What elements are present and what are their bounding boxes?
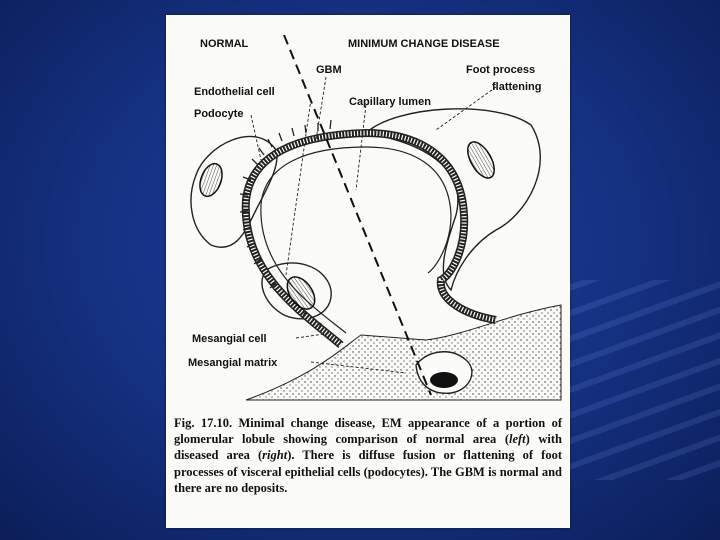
label-gbm: GBM: [316, 64, 342, 76]
glomerular-lobule-diagram: [166, 15, 570, 415]
mesangial-cell-nucleus: [430, 372, 458, 388]
caption-fig-number: Fig. 17.10.: [174, 416, 233, 430]
label-mesangial-matrix: Mesangial matrix: [188, 357, 278, 369]
textbook-page: [166, 15, 570, 528]
caption-text-part3: ). There is diffuse fusion or flattening of foot processes of visceral epithelial cells (podocytes). The GBM is normal and there are no deposits.: [174, 448, 562, 495]
heading-minimum-change-disease: MINIMUM CHANGE DISEASE: [348, 38, 500, 50]
label-flattening: flattening: [492, 81, 542, 93]
figure-caption: [174, 415, 562, 496]
label-capillary-lumen: Capillary lumen: [349, 96, 431, 108]
label-mesangial-cell: Mesangial cell: [192, 333, 267, 345]
caption-text-part2: ) with diseased area (: [174, 432, 562, 463]
caption-left-word: left: [509, 432, 526, 447]
label-foot-process: Foot process: [466, 64, 536, 76]
label-podocyte: Podocyte: [194, 108, 244, 120]
heading-normal: NORMAL: [200, 38, 249, 50]
caption-right-word: right: [262, 448, 288, 463]
label-endothelial-cell: Endothelial cell: [194, 86, 275, 98]
mesangial-matrix-region: [246, 305, 561, 400]
caption-text-part1: Minimal change disease, EM appearance of a portion of glomerular lobule showing comparison of normal area (: [174, 416, 562, 447]
